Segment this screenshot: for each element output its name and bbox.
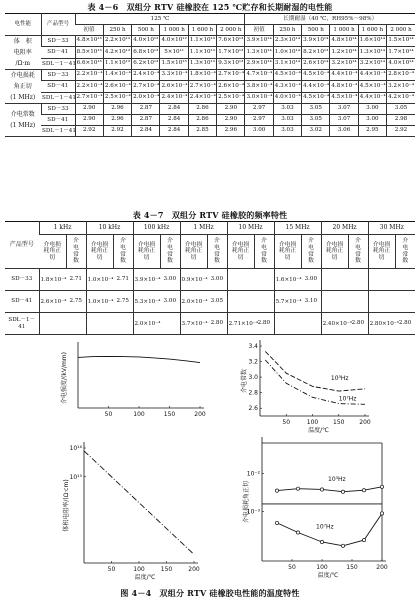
header-dielectric-constant: 介电常数: [113, 235, 133, 269]
header-time: 250 h: [103, 25, 131, 36]
dielectric-constant-cell: [395, 269, 415, 291]
value-cell: 2.0×10⁻⁴: [132, 92, 160, 103]
value-cell: 1.5×10¹⁴: [387, 36, 415, 47]
y-tick-label: 3.4: [248, 343, 258, 350]
value-cell: 6.6×10¹³: [75, 58, 103, 69]
loss-tangent-cell: 5.7×10⁻⁴: [274, 291, 301, 313]
model-cell: SD－33: [41, 104, 75, 115]
dielectric-constant-cell: 2.75: [113, 291, 133, 313]
x-axis-label: 温度/℃: [308, 427, 329, 434]
table-4-6-caption: 表 4－6 双组分 RTV 硅橡胶在 125 ℃贮存和长期耐湿的电性能: [87, 2, 333, 12]
dielectric-constant-cell: [348, 269, 368, 291]
series-line: [277, 487, 382, 492]
value-cell: 1.3×10¹⁴: [358, 47, 386, 58]
value-cell: 4.3×10⁻⁴: [273, 81, 301, 92]
dielectric-constant-cell: 2.80: [207, 313, 227, 335]
value-cell: 2.90: [217, 115, 245, 126]
value-cell: 2.2×10⁻⁴: [75, 81, 103, 92]
header-dielectric-constant: 介电常数: [160, 235, 180, 269]
header-time: 初值: [75, 25, 103, 36]
y-tick-label: 10¹⁶: [69, 445, 82, 452]
value-cell: 3.03: [273, 126, 301, 137]
x-tick-label: 150: [160, 566, 173, 573]
loss-tangent-cell: 2.0×10⁻⁴: [133, 313, 160, 335]
property-label-line: 介电常数: [10, 111, 35, 118]
value-cell: 1.8×10⁻⁴: [188, 70, 216, 81]
header-time: 500 h: [302, 25, 330, 36]
value-cell: 4.0×10¹⁴: [387, 58, 415, 69]
x-tick-label: 50: [107, 566, 116, 573]
value-cell: 8.5×10¹³: [75, 47, 103, 58]
value-cell: 8.2×10¹³: [302, 47, 330, 58]
chart-dielectric-constant: [240, 340, 371, 434]
value-cell: 4.2×10⁻⁴: [387, 92, 415, 103]
data-point: [362, 489, 365, 492]
value-cell: 2.84: [132, 126, 160, 137]
table-row: [5, 36, 415, 47]
x-tick-label: 50: [282, 419, 291, 426]
y-tick-label: 10¹⁵: [69, 473, 82, 481]
dielectric-constant-cell: 3.00: [207, 269, 227, 291]
dielectric-constant-cell: [160, 313, 180, 335]
value-cell: 2.4×10⁻⁴: [188, 92, 216, 103]
value-cell: 2.8×10⁻⁴: [387, 70, 415, 81]
loss-tangent-cell: 2.6×10⁻⁴: [39, 291, 66, 313]
header-frequency: 1 kHz: [39, 222, 86, 235]
x-tick-label: 50: [288, 564, 296, 571]
x-tick-label: 100: [133, 411, 145, 418]
header-frequency: 1 MHz: [180, 222, 227, 235]
data-point: [341, 544, 344, 547]
data-point: [320, 540, 323, 543]
header-time: 1 000 h: [160, 25, 188, 36]
model-cell: SDL－1－41: [5, 313, 39, 335]
series-label: 10³Hz: [328, 476, 346, 484]
value-cell: 2.7×10⁻⁴: [188, 81, 216, 92]
value-cell: 3.0×10⁻⁴: [245, 92, 273, 103]
value-cell: 1.7×10¹⁴: [387, 47, 415, 58]
model-cell: SDL－1－41: [41, 58, 75, 69]
loss-tangent-cell: 1.0×10⁻⁴: [86, 291, 113, 313]
value-cell: 2.92: [387, 126, 415, 137]
property-label-line: 介电损耗: [10, 72, 35, 79]
header-time: 2 000 h: [217, 25, 245, 36]
x-tick-label: 100: [306, 419, 319, 426]
x-tick-label: 200: [194, 411, 206, 418]
value-cell: 4.4×10⁻⁴: [330, 70, 358, 81]
value-cell: 2.6×10⁻⁴: [217, 81, 245, 92]
value-cell: 2.96: [217, 126, 245, 137]
value-cell: 3.2×10¹⁴: [330, 58, 358, 69]
value-cell: 2.95: [358, 126, 386, 137]
dielectric-constant-cell: 2.80: [395, 313, 415, 335]
x-tick-label: 150: [333, 419, 345, 426]
x-tick-label: 200: [359, 419, 371, 426]
loss-tangent-cell: [227, 291, 254, 313]
property-label-line: (1 MHz): [10, 122, 36, 129]
value-cell: 3.00: [358, 115, 386, 126]
value-cell: 4.5×10⁻⁴: [273, 70, 301, 81]
value-cell: 6.2×10¹³: [132, 58, 160, 69]
value-cell: 2.92: [75, 126, 103, 137]
value-cell: 2.90: [217, 104, 245, 115]
value-cell: 2.7×10⁻⁴: [132, 81, 160, 92]
value-cell: 2.2×10¹³: [103, 36, 131, 47]
value-cell: 1.1×10¹³: [188, 47, 216, 58]
x-tick-label: 100: [316, 564, 328, 571]
value-cell: 2.7×10⁻⁴: [217, 70, 245, 81]
table-row: [5, 47, 415, 58]
loss-tangent-cell: [321, 269, 348, 291]
series-label: 10⁷Hz: [338, 395, 357, 403]
value-cell: 3.2×10¹⁴: [358, 58, 386, 69]
value-cell: 2.84: [160, 104, 188, 115]
x-axis-label: 温度/℃: [134, 574, 156, 581]
dielectric-constant-cell: [113, 313, 133, 335]
model-cell: SD－33: [41, 70, 75, 81]
value-cell: 2.6×10¹⁴: [302, 58, 330, 69]
table-row: [5, 269, 415, 291]
value-cell: 1.5×10¹³: [160, 58, 188, 69]
dielectric-constant-cell: 3.00: [160, 291, 180, 313]
chart-volume-resistivity: [62, 442, 202, 582]
value-cell: 1.1×10¹³: [103, 58, 131, 69]
loss-tangent-cell: [86, 313, 113, 335]
value-cell: 2.98: [387, 115, 415, 126]
header-dielectric-constant: 介电常数: [395, 235, 415, 269]
value-cell: 1.3×10¹³: [188, 58, 216, 69]
table-row: [5, 70, 415, 81]
loss-tangent-cell: 2.71×10⁻⁴: [227, 313, 254, 335]
value-cell: 2.86: [188, 104, 216, 115]
model-cell: SD－41: [5, 291, 39, 313]
header-loss-tangent: 介电损耗角正切: [368, 235, 395, 269]
x-tick-label: 100: [133, 566, 145, 573]
y-tick-label: 3.2: [248, 358, 258, 366]
table-4-6: [5, 13, 415, 137]
value-cell: 4.2×10¹³: [103, 47, 131, 58]
data-point: [296, 487, 299, 490]
value-cell: 4.5×10⁻⁴: [358, 81, 386, 92]
value-cell: 1.6×10¹⁴: [358, 36, 386, 47]
value-cell: 2.9×10¹⁴: [245, 58, 273, 69]
value-cell: 2.86: [188, 115, 216, 126]
data-point: [320, 488, 323, 491]
header-time: 1 600 h: [188, 25, 216, 36]
header-loss-tangent: 介电损耗角正切: [180, 235, 207, 269]
model-cell: SDL－1－41: [41, 92, 75, 103]
header-group-125c: 125 ℃: [75, 14, 245, 25]
value-cell: 1.2×10¹⁴: [330, 47, 358, 58]
table-4-7-caption: 表 4－7 双组分 RTV 硅橡胶的频率特性: [132, 210, 288, 220]
value-cell: 1.7×10¹³: [217, 47, 245, 58]
value-cell: 2.97: [245, 115, 273, 126]
dielectric-constant-cell: 2.80: [254, 313, 274, 335]
property-label-line: /Ω·m: [15, 60, 31, 67]
dielectric-constant-cell: [254, 291, 274, 313]
value-cell: 3.2×10⁻⁴: [387, 81, 415, 92]
value-cell: 4.5×10⁻⁴: [302, 92, 330, 103]
value-cell: 3.02: [302, 126, 330, 137]
value-cell: 2.87: [132, 115, 160, 126]
y-tick-label: 3.0: [248, 374, 258, 382]
data-point: [380, 512, 383, 515]
property-label-line: 电阻率: [13, 49, 32, 56]
value-cell: 3.07: [330, 104, 358, 115]
header-dielectric-constant: 介电常数: [301, 235, 321, 269]
property-label: [5, 36, 41, 70]
loss-tangent-cell: 2.80×10⁻³: [368, 313, 395, 335]
value-cell: 2.5×10⁻⁴: [103, 92, 131, 103]
x-tick-label: 200: [188, 566, 200, 573]
value-cell: 3.05: [302, 104, 330, 115]
value-cell: 2.84: [160, 126, 188, 137]
header-loss-tangent: 介电损耗角正切: [321, 235, 348, 269]
y-axis-label: 介电强度/(kV/mm): [61, 352, 68, 404]
value-cell: 3.8×10⁻⁴: [245, 81, 273, 92]
x-tick-label: 150: [163, 411, 176, 418]
dielectric-constant-cell: 3.05: [207, 291, 227, 313]
value-cell: 4.5×10⁻⁴: [330, 92, 358, 103]
value-cell: 4.7×10⁻⁴: [245, 70, 273, 81]
loss-tangent-cell: [39, 313, 66, 335]
header-loss-tangent: 介电损耗角正切: [39, 235, 66, 269]
value-cell: 1.3×10¹⁴: [245, 47, 273, 58]
data-point: [380, 485, 383, 488]
header-dielectric-constant: 介电常数: [207, 235, 227, 269]
chart-dielectric-strength: [60, 340, 210, 425]
header-time: 500 h: [132, 25, 160, 36]
model-cell: SD－41: [41, 115, 75, 126]
table-row: [5, 81, 415, 92]
value-cell: 3.05: [387, 104, 415, 115]
header-time: 2 000 h: [387, 25, 415, 36]
value-cell: 3.03: [273, 104, 301, 115]
property-label-line: (1 MHz): [10, 94, 36, 101]
property-label: [5, 104, 41, 137]
value-cell: 2.3×10¹⁴: [273, 36, 301, 47]
model-cell: SDL－1－41: [41, 126, 75, 137]
value-cell: 2.6×10⁻⁴: [103, 81, 131, 92]
value-cell: 3.1×10¹⁴: [273, 58, 301, 69]
data-point: [275, 489, 278, 492]
value-cell: 4.0×10¹²: [132, 36, 160, 47]
header-property: 电性能: [5, 14, 41, 36]
series-label: 10³Hz: [330, 375, 349, 383]
value-cell: 1.1×10¹³: [188, 36, 216, 47]
value-cell: 5×10¹¹: [160, 47, 188, 58]
value-cell: 3.03: [273, 115, 301, 126]
table-row: [5, 104, 415, 115]
chart-dielectric-loss: [240, 435, 390, 580]
value-cell: 2.84: [160, 115, 188, 126]
model-cell: SD－33: [41, 36, 75, 47]
x-axis-label: 温度/℃: [317, 572, 339, 579]
table-row: [5, 92, 415, 103]
x-tick-label: 50: [104, 411, 113, 418]
loss-tangent-cell: 5.3×10⁻⁴: [133, 291, 160, 313]
model-cell: SD－41: [41, 47, 75, 58]
value-cell: 3.05: [302, 115, 330, 126]
header-group-humidity: 长期耐湿（40 ℃，RH95%～98%）: [245, 14, 415, 25]
loss-tangent-cell: 2.40×10⁻³: [321, 313, 348, 335]
header-frequency: 30 MHz: [368, 222, 415, 235]
value-cell: 3.00: [245, 126, 273, 137]
dielectric-constant-cell: 3.00: [301, 269, 321, 291]
value-cell: 9.3×10¹³: [217, 58, 245, 69]
value-cell: 2.4×10⁻⁴: [132, 70, 160, 81]
data-point: [275, 521, 278, 524]
y-tick-label: 2.6: [248, 405, 258, 413]
y-tick-label: 2.8: [248, 389, 258, 397]
loss-tangent-cell: 1.0×10⁻⁴: [86, 269, 113, 291]
header-dielectric-constant: 介电常数: [254, 235, 274, 269]
y-axis-label: 体积电阻率/(Ω·cm): [63, 479, 70, 532]
value-cell: 4.8×10⁻⁴: [330, 81, 358, 92]
header-dielectric-constant: 介电常数: [66, 235, 86, 269]
header-dielectric-constant: 介电常数: [348, 235, 368, 269]
data-point: [341, 490, 344, 493]
loss-tangent-cell: 1.6×10⁻⁴: [274, 269, 301, 291]
value-cell: 6.8×10¹³: [132, 47, 160, 58]
value-cell: 3.9×10¹⁴: [302, 36, 330, 47]
dielectric-constant-cell: [301, 313, 321, 335]
loss-tangent-cell: [274, 313, 301, 335]
series-line: [78, 356, 200, 362]
series-line: [84, 451, 194, 555]
value-cell: 4.0×10¹²: [160, 36, 188, 47]
table-row: [5, 58, 415, 69]
table-row: [5, 126, 415, 137]
dielectric-constant-cell: [348, 291, 368, 313]
value-cell: 3.9×10¹⁴: [245, 36, 273, 47]
x-tick-label: 150: [346, 564, 358, 571]
data-point: [296, 531, 299, 534]
dielectric-constant-cell: 2.75: [66, 291, 86, 313]
data-point: [362, 538, 365, 541]
model-cell: SD－41: [41, 81, 75, 92]
value-cell: 3.06: [330, 126, 358, 137]
loss-tangent-cell: 3.9×10⁻⁴: [133, 269, 160, 291]
value-cell: 4.0×10⁻⁴: [273, 92, 301, 103]
table-row: [5, 291, 415, 313]
value-cell: 2.90: [75, 115, 103, 126]
value-cell: 2.5×10⁻⁴: [217, 92, 245, 103]
value-cell: 2.6×10⁻⁴: [160, 81, 188, 92]
loss-tangent-cell: 1.8×10⁻⁴: [39, 269, 66, 291]
header-loss-tangent: 介电损耗角正切: [133, 235, 160, 269]
dielectric-constant-cell: [254, 269, 274, 291]
property-label-line: 体 积: [13, 38, 32, 45]
loss-tangent-cell: [368, 269, 395, 291]
dielectric-constant-cell: 2.71: [113, 269, 133, 291]
header-frequency: 10 kHz: [86, 222, 133, 235]
property-label-line: 角正切: [13, 83, 32, 90]
table-row: [5, 313, 415, 335]
value-cell: 2.85: [188, 126, 216, 137]
table-row: [5, 115, 415, 126]
header-frequency: 10 MHz: [227, 222, 274, 235]
header-time: 1 600 h: [358, 25, 386, 36]
value-cell: 1.0×10¹⁴: [273, 47, 301, 58]
value-cell: 2.7×10⁻⁴: [75, 92, 103, 103]
y-axis-label: 介电常数: [241, 368, 248, 394]
dielectric-constant-cell: [395, 291, 415, 313]
value-cell: 2.87: [132, 104, 160, 115]
value-cell: 3.00: [358, 104, 386, 115]
value-cell: 2.96: [103, 104, 131, 115]
dielectric-constant-cell: [66, 313, 86, 335]
value-cell: 4.4×10⁻⁴: [358, 92, 386, 103]
loss-tangent-cell: 0.9×10⁻⁴: [180, 269, 207, 291]
loss-tangent-cell: [227, 269, 254, 291]
value-cell: 2.97: [245, 104, 273, 115]
y-axis-label: 介电损耗角正切: [243, 480, 250, 524]
property-label: [5, 70, 41, 104]
series-label: 10⁷Hz: [316, 523, 334, 531]
header-time: 250 h: [273, 25, 301, 36]
header-frequency: 20 MHz: [321, 222, 368, 235]
loss-tangent-cell: [368, 291, 395, 313]
header-frequency: 15 MHz: [274, 222, 321, 235]
header-loss-tangent: 介电损耗角正切: [86, 235, 113, 269]
header-loss-tangent: 介电损耗角正切: [227, 235, 254, 269]
header-model: 产品型号: [5, 222, 39, 269]
value-cell: 4.4×10⁻⁴: [302, 81, 330, 92]
header-frequency: 100 kHz: [133, 222, 180, 235]
loss-tangent-cell: 2.0×10⁻⁴: [180, 291, 207, 313]
value-cell: 2.2×10⁻⁴: [75, 70, 103, 81]
header-loss-tangent: 介电损耗角正切: [274, 235, 301, 269]
y-tick-label: 10⁻²: [246, 470, 260, 478]
value-cell: 4.5×10⁻⁴: [302, 70, 330, 81]
value-cell: 4.8×10¹³: [75, 36, 103, 47]
dielectric-constant-cell: 3.10: [301, 291, 321, 313]
value-cell: 1.4×10⁻⁴: [103, 70, 131, 81]
value-cell: 2.96: [103, 115, 131, 126]
table-4-7: [5, 221, 415, 335]
dielectric-constant-cell: 2.80: [348, 313, 368, 335]
loss-tangent-cell: 3.7×10⁻⁴: [180, 313, 207, 335]
model-cell: SD－33: [5, 269, 39, 291]
loss-tangent-cell: [321, 291, 348, 313]
value-cell: 2.4×10⁻⁴: [160, 92, 188, 103]
value-cell: 2.90: [75, 104, 103, 115]
value-cell: 3.07: [330, 115, 358, 126]
x-tick-label: 200: [376, 564, 388, 571]
figure-4-4-caption: 图 4－4 双组分 RTV 硅橡胶电性能的温度特性: [120, 588, 300, 598]
dielectric-constant-cell: 3.00: [160, 269, 180, 291]
value-cell: 4.4×10⁻⁴: [358, 70, 386, 81]
value-cell: 4.8×10¹⁴: [330, 36, 358, 47]
header-time: 初值: [245, 25, 273, 36]
header-time: 1 000 h: [330, 25, 358, 36]
value-cell: 3.3×10⁻⁴: [160, 70, 188, 81]
value-cell: 7.6×10¹³: [217, 36, 245, 47]
value-cell: 2.92: [103, 126, 131, 137]
y-tick-label: 10⁻³: [246, 508, 260, 516]
series-line: [265, 351, 365, 391]
dielectric-constant-cell: 2.71: [66, 269, 86, 291]
header-model: 产品型号: [41, 14, 75, 36]
